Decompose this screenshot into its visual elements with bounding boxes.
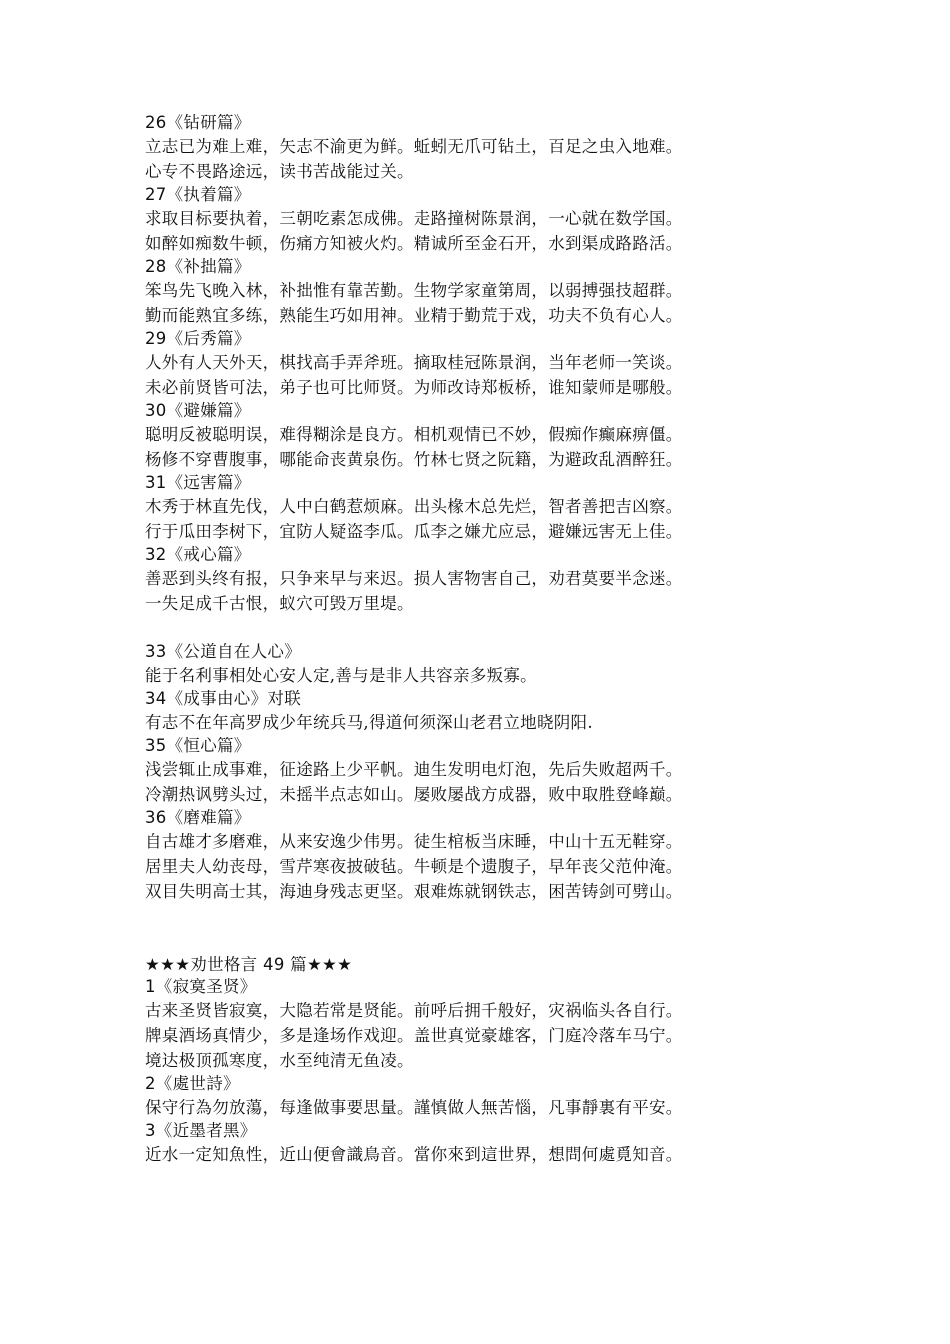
verse-line: 境达极顶孤寒度，水至纯清无鱼凌。 <box>145 1051 414 1070</box>
verse-line: 人外有人天外天，棋找高手弄斧班。摘取桂冠陈景润，当年老师一笑谈。 <box>145 353 683 372</box>
section-heading: 36《磨难篇》 <box>145 808 251 827</box>
section-heading: ★★★劝世格言 49 篇★★★ <box>145 955 353 974</box>
verse-line: 善恶到头终有报，只争来早与来迟。损人害物害自己，劝君莫要半念迷。 <box>145 569 683 588</box>
section-heading: 35《恒心篇》 <box>145 736 251 755</box>
section-heading: 33《公道自在人心》 <box>145 642 301 661</box>
verse-line: 求取目标要执着，三朝吃素怎成佛。走路撞树陈景润，一心就在数学国。 <box>145 209 683 228</box>
verse-line: 古来圣贤皆寂寞，大隐若常是贤能。前呼后拥千般好，灾祸临头各自行。 <box>145 1001 683 1020</box>
document-body <box>145 112 905 1167</box>
verse-line: 心专不畏路途远，读书苦战能过关。 <box>145 162 414 181</box>
verse-line: 自古雄才多磨难，从来安逸少伟男。徒生棺板当床睡，中山十五无鞋穿。 <box>145 832 683 851</box>
section-heading: 2《處世詩》 <box>145 1074 240 1093</box>
verse-line: 未必前贤皆可法，弟子也可比师贤。为师改诗郑板桥，谁知蒙师是哪般。 <box>145 378 683 397</box>
verse-line: 保守行為勿放蕩，每逢做事要思量。謹慎做人無苦惱，凡事靜裏有平安。 <box>145 1098 683 1117</box>
verse-line: 双目失明高士其，海迪身残志更坚。艰难炼就钢铁志，困苦铸剑可劈山。 <box>145 882 683 901</box>
verse-line: 行于瓜田李树下，宜防人疑盗李瓜。瓜李之嫌尤应忌，避嫌远害无上佳。 <box>145 522 683 541</box>
section-heading: 29《后秀篇》 <box>145 329 251 348</box>
verse-line: 立志已为难上难，矢志不渝更为鲜。蚯蚓无爪可钻土，百足之虫入地难。 <box>145 137 683 156</box>
section-heading: 34《成事由心》对联 <box>145 689 301 708</box>
verse-line: 聪明反被聪明误，难得糊涂是良方。相机观情已不妙，假痴作癫麻痹僵。 <box>145 425 683 444</box>
verse-line: 木秀于林直先伐，人中白鹤惹烦麻。出头椽木总先烂，智者善把吉凶察。 <box>145 497 683 516</box>
verse-line: 居里夫人幼丧母，雪芹寒夜披破毡。牛顿是个遗腹子，早年丧父范仲淹。 <box>145 857 683 876</box>
verse-line: 笨鸟先飞晚入林，补拙惟有靠苦勤。生物学家童第周，以弱搏强技超群。 <box>145 281 683 300</box>
verse-line: 近水一定知魚性，近山便會識鳥音。當你來到這世界，想問何處覓知音。 <box>145 1145 683 1164</box>
section-heading: 31《远害篇》 <box>145 473 251 492</box>
section-heading: 27《执着篇》 <box>145 185 251 204</box>
section-heading: 3《近墨者黑》 <box>145 1121 257 1140</box>
section-heading: 1《寂寞圣贤》 <box>145 977 257 996</box>
verse-line: 勤而能熟宜多练，熟能生巧如用神。业精于勤荒于戏，功夫不负有心人。 <box>145 306 683 325</box>
verse-line: 牌桌酒场真情少，多是逢场作戏迎。盖世真觉豪雄客，门庭冷落车马宁。 <box>145 1026 683 1045</box>
verse-line: 一失足成千古恨，蚁穴可毁万里堤。 <box>145 594 414 613</box>
blank-spacer <box>145 904 905 954</box>
section-heading: 30《避嫌篇》 <box>145 401 251 420</box>
blank-spacer <box>145 616 905 641</box>
verse-line: 冷潮热讽劈头过，未摇半点志如山。屡败屡战方成器，败中取胜登峰巅。 <box>145 785 683 804</box>
verse-line: 如醉如痴数牛顿，伤痛方知被火灼。精诚所至金石开，水到渠成路路活。 <box>145 234 683 253</box>
verse-line: 杨修不穿曹腹事，哪能命丧黄泉伤。竹林七贤之阮籍，为避政乱酒醉狂。 <box>145 450 683 469</box>
section-heading: 32《戒心篇》 <box>145 545 251 564</box>
section-heading: 26《钻研篇》 <box>145 113 251 132</box>
verse-line: 能于名利事相处心安人定,善与是非人共容亲多叛寡。 <box>145 666 537 685</box>
verse-line: 有志不在年高罗成少年统兵马,得道何须深山老君立地晓阴阳. <box>145 713 593 732</box>
section-heading: 28《补拙篇》 <box>145 257 251 276</box>
verse-line: 浅尝辄止成事难，征途路上少平帆。迪生发明电灯泡，先后失败超两千。 <box>145 760 683 779</box>
